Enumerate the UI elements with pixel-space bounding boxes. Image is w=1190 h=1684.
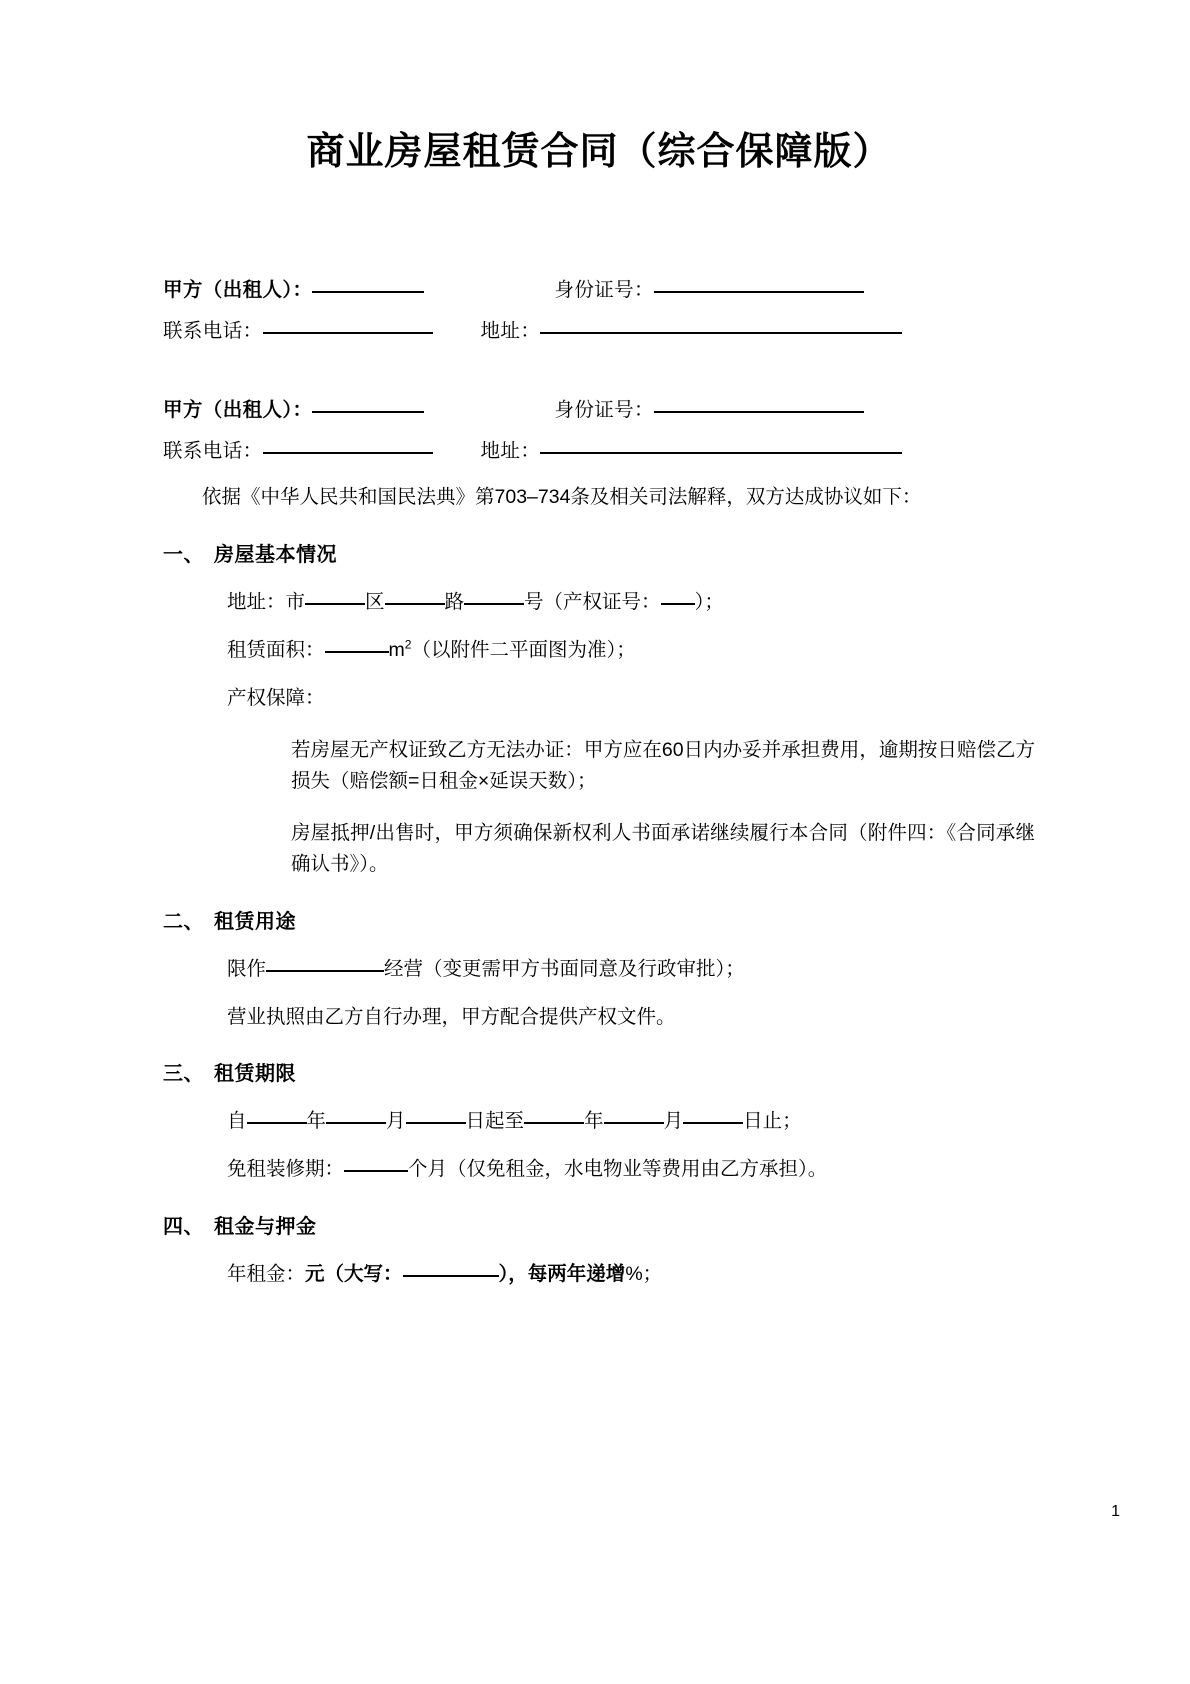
- property-address-line: [163, 587, 1035, 618]
- area-blank[interactable]: [325, 651, 389, 653]
- term-month: 月: [386, 1110, 406, 1133]
- area-suffix: （以附件二平面图为准）；: [411, 639, 636, 662]
- cert-number-blank[interactable]: [661, 603, 695, 605]
- use-suffix: 经营（变更需甲方书面同意及行政审批）；: [384, 957, 745, 980]
- end-month-blank[interactable]: [604, 1122, 664, 1124]
- property-rights-label: 产权保障：: [227, 687, 325, 710]
- start-year-blank[interactable]: [247, 1122, 307, 1124]
- term-start: 自: [227, 1110, 247, 1133]
- business-type-blank[interactable]: [266, 970, 384, 972]
- road-blank[interactable]: [464, 603, 524, 605]
- party-id-blank[interactable]: [654, 411, 864, 413]
- party-address-label: 地址：: [480, 439, 541, 462]
- rent-close-label: ），: [498, 1262, 528, 1285]
- rent-increase-label: 每两年递增: [527, 1262, 626, 1285]
- address-mid-1: 区: [365, 590, 385, 613]
- party-name-label: 甲方（出租人）：: [163, 399, 313, 422]
- free-prefix: 免租装修期：: [227, 1158, 345, 1181]
- area-prefix: 租赁面积：: [227, 639, 325, 662]
- section-heading-4: [163, 1212, 1035, 1242]
- document-content: [163, 0, 1035, 1290]
- term-month-2: 月: [663, 1110, 684, 1133]
- section-number: 四、: [163, 1215, 204, 1238]
- page-number: 1: [1111, 1503, 1120, 1520]
- rent-words-blank[interactable]: [403, 1275, 499, 1277]
- intro-paragraph: 依据《中华人民共和国民法典》第703–734条及相关司法解释，双方达成协议如下：: [202, 486, 922, 509]
- address-mid-2: 路: [444, 590, 465, 613]
- lease-area-line: [163, 635, 1035, 666]
- term-year-2: 年: [584, 1110, 604, 1133]
- party-phone-blank[interactable]: [263, 452, 433, 454]
- party-phone-label: 联系电话：: [163, 319, 263, 342]
- free-months-blank[interactable]: [344, 1170, 408, 1172]
- party-name-label: 甲方（出租人）：: [163, 279, 313, 302]
- start-day-blank[interactable]: [406, 1122, 466, 1124]
- section-title: 租赁用途: [214, 910, 296, 933]
- party-name-blank[interactable]: [312, 291, 424, 293]
- address-suffix: ）；: [694, 590, 724, 613]
- party-id-label: 身份证号：: [554, 279, 654, 302]
- rent-unit-label: 元（大写：: [305, 1262, 403, 1285]
- area-unit-superscript: 2: [404, 637, 412, 652]
- party-address-blank[interactable]: [540, 452, 902, 454]
- district-blank[interactable]: [385, 603, 445, 605]
- party-contact-row: [163, 319, 1035, 342]
- rent-label: 年租金：: [227, 1262, 306, 1285]
- address-mid-3: 号（产权证号：: [524, 590, 661, 613]
- term-year: 年: [306, 1110, 327, 1133]
- annual-rent-line: [163, 1259, 1035, 1290]
- property-rights-item-2: 房屋抵押/出售时，甲方须确保新权利人书面承诺继续履行本合同（附件四：《合同承继确认书》）。: [291, 821, 1035, 876]
- party-contact-row: [163, 439, 1035, 462]
- end-day-blank[interactable]: [683, 1122, 743, 1124]
- rent-percent-label: %；: [625, 1262, 663, 1285]
- section-number: 二、: [163, 910, 204, 933]
- section-number: 三、: [163, 1063, 204, 1086]
- section-title: 租赁期限: [214, 1063, 296, 1086]
- property-rights-item-1: 若房屋无产权证致乙方无法办证：甲方应在60日内办妥并承担费用，逾期按日赔偿乙方损失（赔偿额=日租金×延误天数）；: [291, 738, 1035, 793]
- lease-term-line: [163, 1106, 1035, 1137]
- party-name-blank[interactable]: [312, 411, 424, 413]
- term-day-from: 日起至: [465, 1110, 525, 1133]
- party-name-row: [163, 401, 1035, 421]
- party-id-label: 身份证号：: [554, 399, 654, 422]
- section-heading-2: [163, 907, 1035, 937]
- free-unit: 个月（仅免租金，水电物业等费用由乙方承担）。: [408, 1158, 828, 1181]
- party-name-row: [163, 281, 1035, 301]
- party-phone-blank[interactable]: [263, 332, 433, 334]
- party-address-label: 地址：: [480, 319, 541, 342]
- party-phone-label: 联系电话：: [163, 439, 263, 462]
- party-block-second: [163, 401, 1035, 461]
- page-title: 商业房屋租赁合同（综合保障版）: [306, 131, 892, 173]
- start-month-blank[interactable]: [326, 1122, 386, 1124]
- end-year-blank[interactable]: [524, 1122, 584, 1124]
- party-id-blank[interactable]: [654, 291, 864, 293]
- section-title: 房屋基本情况: [214, 543, 337, 566]
- party-address-blank[interactable]: [540, 332, 902, 334]
- business-license-line: 营业执照由乙方自行办理，甲方配合提供产权文件。: [227, 1006, 676, 1029]
- address-prefix: 地址：市: [227, 590, 306, 613]
- term-day-to: 日止；: [743, 1110, 802, 1133]
- section-heading-1: [163, 540, 1035, 570]
- lease-use-line: [163, 954, 1035, 985]
- party-block-first: [163, 281, 1035, 341]
- area-unit: m: [388, 639, 405, 662]
- section-number: 一、: [163, 543, 204, 566]
- city-blank[interactable]: [305, 603, 365, 605]
- section-heading-3: [163, 1059, 1035, 1089]
- section-title: 租金与押金: [214, 1215, 317, 1238]
- free-renovation-period-line: [163, 1154, 1035, 1185]
- use-prefix: 限作: [227, 957, 267, 980]
